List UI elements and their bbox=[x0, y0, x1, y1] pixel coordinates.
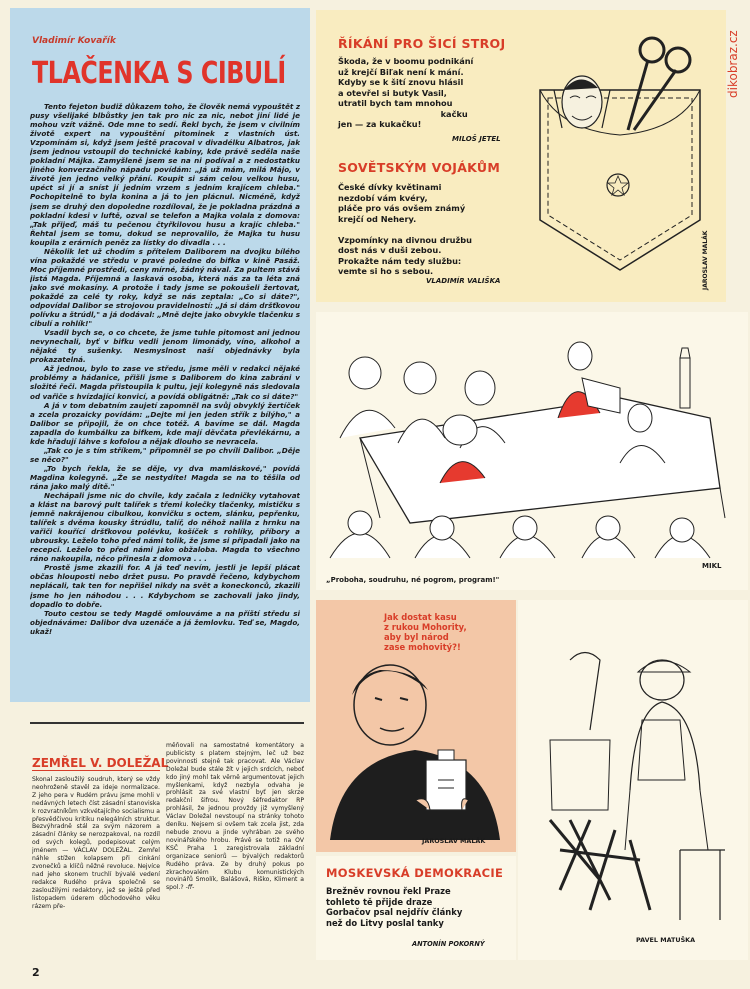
article-paragraph: Prostě jsme zkazili for. A já teď nevím, jestli je lepší plácat občas hlouposti nebo držet pusu. Po pravdě řečeno, kdybychom neplácali, tak ten for nepřišel nikdy na svět a koneckonců, zkazili jsme ho jen náhodou . . . Kdybychom se zachovali jako jindy, dopadlo to dobře. bbox=[30, 563, 300, 609]
obituary-title: ZEMŘEL V. DOLEŽAL bbox=[32, 756, 169, 770]
cartoon-credit-pink: JAROSLAV MALÁK bbox=[422, 837, 486, 845]
worker-cartoon bbox=[530, 620, 740, 930]
obituary-signature: -ff- bbox=[185, 884, 195, 892]
site-tag bbox=[726, 14, 750, 104]
cartoon-credit-top: JAROSLAV MALÁK bbox=[702, 230, 709, 290]
poem1-author: MILOŠ JETEL bbox=[452, 135, 501, 143]
article-paragraph: Nechápali jsme nic do chvíle, kdy začala z ledničky vytahovat a klást na barový pult talířek s třemi kolečky tlačenky, mističku s jemně nakrájenou cibulkou, konvičku s octem, slánku, pepřenku, talířek s dvěma kousky štrúdlu, talíř, do něhož nalila z hrnku na vařiči kouřící dršťkovou polévku, košíček s rohlíky, příbory a ubrousky. Leželo toho před námi tolik, že jsme si připadali jako na recepci. Leželo to před námi jako obžaloba. Magda to všechno ráno nakoupila, něco přinesla z domova . . . bbox=[30, 491, 300, 564]
obituary-column-1: Skonal zasloužilý soudruh, který se vždy neohroženě stavěl za ideje normalizace. Z jeho pera v Rudém právu jsme mohli v nedávných letech číst zásadní stanoviska k rozvratníkům vzkvétajícího socialismu a přesvědčivou kritiku nelegálních struktur. Bezvýhradně stál za svým názorem a zásadní články se nerozpakoval, na rozdíl od svých kolegů, podepisovat celým jménem — VÁCLAV DOLEŽAL. Zemřel náhle stížen kolapsem při cinkání zvonečků a klíčů něžné revoluce. Nejvíce nad jeho skonem truchlí bývalé vedení redakce Rudého práva společně se zasloužilými redaktory, jež se ještě před listopadem úderem důchodového věku rázem pře- bbox=[32, 776, 160, 910]
cartoon-credit-bottom: PAVEL MATUŠKA bbox=[636, 936, 696, 944]
article-body bbox=[30, 102, 300, 692]
site-tag-text: dikobraz.cz bbox=[726, 30, 740, 98]
mosk-title: MOSKEVSKÁ DEMOKRACIE bbox=[326, 866, 504, 880]
article-paragraph: A já v tom debatním zaujetí zapomněl na svůj obvyklý žertíček a zcela prozaicky povídám: „Dejte mi jen jeden střík z bílýho," a Dalibor se připojil, že on chce totéž. A bavíme se dál. Magda zapadla do kumbálku za bifkem, kde mají děvčata převlékárnu, a kde hřadují láhve s kofolou a nějak dlouho se nevracela. bbox=[30, 400, 300, 446]
article-paragraph: Několik let už chodím s přítelem Daliborem na dvojku bílého vína pokaždé ve středu v pravé poledne do bifka v kině Pasáž. Moc příjemné prostředí, ceny mírné, žádný nával. Za pultem stává jistá Magda. Příjemná a laskavá osoba, která nás za ta léta zná jako své mokasíny. A protože i tady jsme se pokoušeli žertovat, pokaždé za celé ty roky, když se nás zeptala: „Co si dáte?", odpovídal Dalibor se strojovou pravidelností: „Já si dám dršťkovou polívku a štrúdl," a já dodával: „Mně dejte jako obvykle tlačenku s cibulí a rohlík!" bbox=[30, 246, 300, 329]
article-paragraph: Až jednou, bylo to zase ve středu, jsme měli v redakci nějaké problémy a hádanice, přišli jsme s Daliborem do kina zabráni v složité řeči. Magda přistoupila k pultu, její kolegyně nás sledovala od vařiče s hvízdající konvicí, a povídá obligátně: „Tak co si dáte?" bbox=[30, 364, 300, 401]
obituary-column-2-text: měňovali na samostatné komentátory a publicisty s platem stejným, leč už bez povinnosti stejně tak pracovat. Ale Václav Doležal bude stále žít v jejich srdcích, neboť kdo jiný mohl tak věrně argumentovat jejich myšlenkami, když nezbyla odvaha je prohlásit za své vlastní byť jen skrze redakční šifrou. Nový šéfredaktor RP prohlásil, že jednou provždy již vymyšlený Václav Doležal nevstoupí na stránky tohoto deníku. Nejsem si ovšem tak zcela jist, zda nebude znovu a jinde vyhrában ze svého novinářského hrobu. Právě se totiž na OV KSČ Praha 1 zaregistrovala základní organizace seniorů — bývalých redaktorů Rudého práva. Ze by druhý pokus po zkrachovalém Klubu komunistických novinářů Smolík, Balášová, Riško, Kliment a spol.? bbox=[166, 742, 304, 892]
article-paragraph: Tento fejeton budiž důkazem toho, že člověk nemá vypouštět z pusy všelijaké blbůstky jen tak pro nic za nic, nebot jiní lidé je mohou vzít vážně. Ode mne to sedí. Řekl bych, že jsem v civilním životě expert na vypouštění pitominek z vlastních úst. Vzpomínám si, když jsem ještě pracoval v divadélku Albatros, jak jsem jednou vstoupil do technické kabiny, kde právě seděla naše pokladní Májka. Zamyšleně jsem se na ni podíval a z nedostatku jiného konverzačního nápadu povídám: „Já už mám, milá Májo, v životě jen jedno velký přání. Koupit si sám celou velkou husu, upéct si jí a sníst jí jedním vrzem s jedním krajícem chleba." Pochopitelně to byla konina a já to jen plácnul. Nicméně, když jsem se druhý den dopoledne rozdíloval, že je pokladna prázdná a pokladní kdesi v luftě, ozval se telefon a Majka volala z domova: „Tak přijeď, máš tu pečenou čtyřkilovou husu a krajíc chleba." Řehtal jsem se tomu, dokud se neprovalilo, že Majka tu husu koupila z erárních peněz za lístky do divadla . . . bbox=[30, 102, 300, 247]
poem2-title: SOVĚTSKÝM VOJÁKŮM bbox=[338, 160, 501, 175]
article-paragraph: Touto cestou se tedy Magdě omlouváme a na příští středu si objednáváme: Dalibor dva uzenáče a já žemlovku. Teď se, Magdo, ukaž! bbox=[30, 608, 300, 636]
obituary-column-2 bbox=[166, 742, 304, 950]
middle-cartoon-caption: „Proboha, soudruhu, né pogrom, program!" bbox=[326, 576, 500, 584]
section-divider bbox=[30, 722, 304, 724]
politician-cartoon bbox=[320, 650, 510, 840]
article-headline: TLAČENKA S CIBULÍ bbox=[32, 56, 286, 91]
poem2-text: České dívky květinami nezdobí vám kvéry, pláče pro vás ovšem známý krejčí od Nehery. Vzpomínky na divnou družbu dost nás v duši zebou. Prokažte nám tedy službu: vemte si ho s sebou. bbox=[338, 182, 472, 276]
pocket-illustration bbox=[530, 20, 720, 280]
meeting-cartoon bbox=[320, 318, 740, 568]
article-paragraph: Vsadil bych se, o co chcete, že jsme tuhle pitomost ani jednou nevynechali, byť v bifku vedli jenom limonády, víno, alkohol a nějaké ty sušenky. Nesmyslnost naší objednávky byla prokazatelná. bbox=[30, 328, 300, 365]
page-number: 2 bbox=[32, 966, 40, 979]
poem2-author: VLADIMÍR VALIŠKA bbox=[426, 277, 501, 285]
pink-box-text: Jak dostat kasu z rukou Mohority, aby byl národ zase mohovitý?! bbox=[384, 612, 467, 652]
mosk-author: ANTONÍN POKORNÝ bbox=[412, 940, 485, 948]
article-paragraph: „Tak co je s tím stříkem," připomněl se po chvíli Dalibor. „Děje se něco?" bbox=[30, 445, 300, 464]
article-paragraph: „To bych řekla, že se děje, vy dva mamláskové," povídá Magdina kolegyně. „Že se nestydíte! Magda se na to těšila od rána jako malý dítě." bbox=[30, 463, 300, 491]
cartoon-credit-middle: MIKL bbox=[702, 562, 722, 570]
article-author: Vladimír Kovařík bbox=[32, 36, 116, 46]
poem1-text: Škoda, že v boomu podnikání už krejčí Biľak není k mání. Kdyby se k šití znovu hlásil a otevřel si butyk Vasil, utratil bych tam mnohou kačku jen — za kukačku! bbox=[338, 56, 474, 129]
poem1-title: ŘÍKÁNÍ PRO ŠICÍ STROJ bbox=[338, 36, 506, 51]
title-underline bbox=[32, 770, 160, 771]
mosk-text: Brežněv rovnou řekl Praze tohleto tě přijde draze Gorbačov psal nejdřív články než do Litvy poslal tanky bbox=[326, 886, 463, 928]
